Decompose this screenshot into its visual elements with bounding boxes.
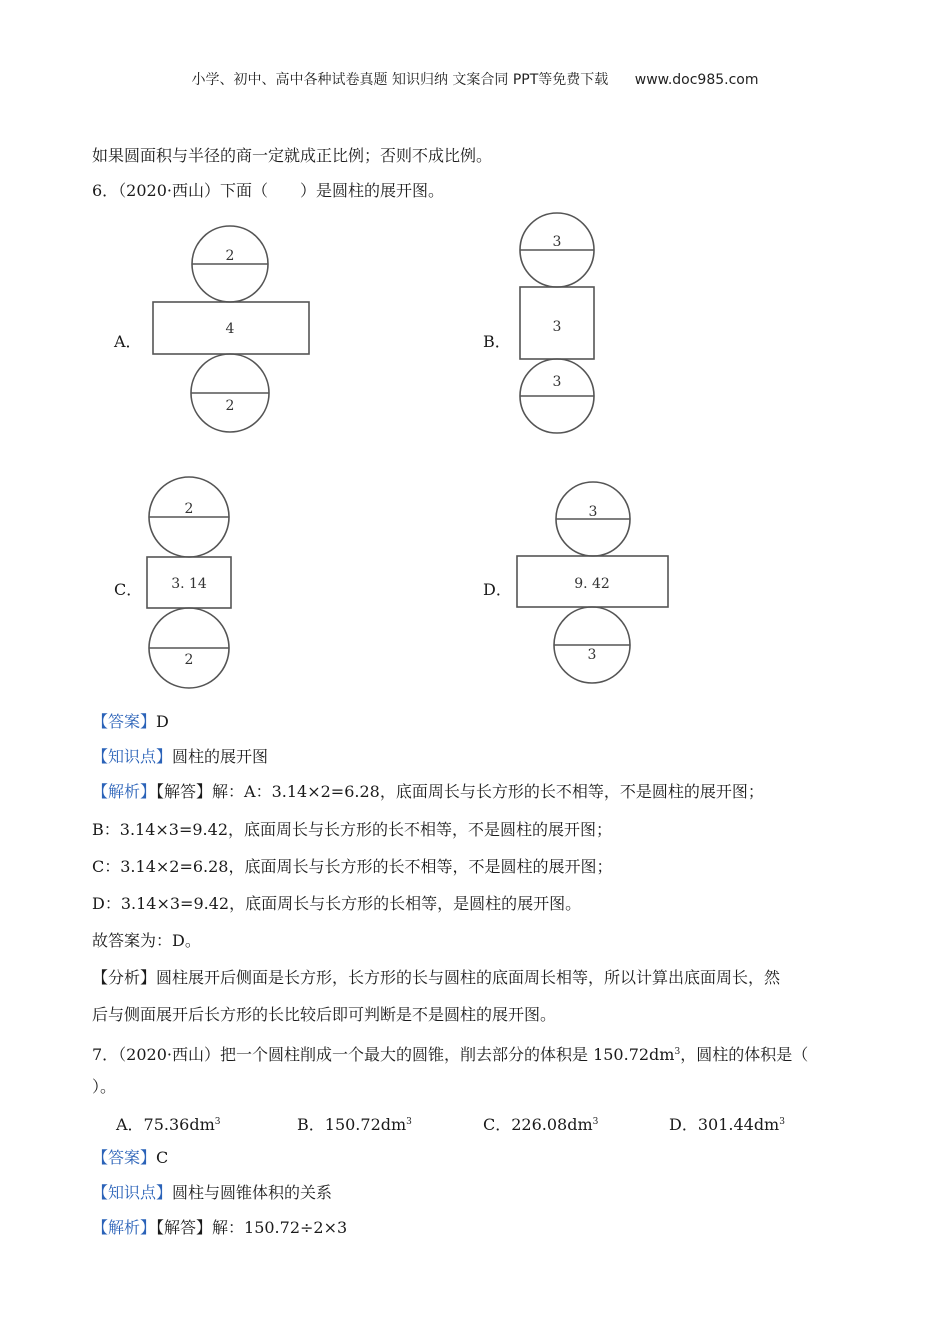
q6-kp-tag: 【知识点】	[92, 747, 173, 766]
q7-choice-a	[116, 1112, 221, 1135]
option-d-bottom-value: 3	[587, 647, 597, 663]
option-c-top-value: 2	[184, 501, 194, 517]
q7-kp: 圆柱与圆锥体积的关系	[172, 1183, 333, 1202]
q6-fenxi-2: 后与侧面展开后长方形的长比较后即可判断是不是圆柱的展开图。	[92, 1005, 557, 1024]
q6-analysis-d: D：3.14×3=9.42，底面周长与长方形的长相等，是圆柱的展开图。	[92, 894, 582, 913]
option-d-middle-value: 9. 42	[574, 576, 610, 592]
option-c-middle-value: 3. 14	[171, 576, 207, 592]
q6-answer-line	[92, 712, 169, 732]
intro-line: 如果圆面积与半径的商一定就成正比例；否则不成比例。	[92, 146, 493, 165]
q6-option-b-label: B．	[483, 332, 511, 351]
q7-analysis-line	[92, 1218, 347, 1238]
q7-choice-d	[669, 1112, 785, 1135]
q6-analysis-tag: 【解析】	[92, 782, 157, 801]
q7-answer-tag: 【答案】	[92, 1148, 157, 1167]
q7-stem-1b: ，圆柱的体积是（	[680, 1045, 809, 1064]
q7-choice-a-sup: 3	[214, 1117, 221, 1127]
option-a-top-value: 2	[225, 248, 235, 264]
q7-choice-c-sup: 3	[592, 1117, 599, 1127]
q6-option-a-label: A．	[114, 332, 142, 351]
header-url[interactable]: www.doc985.com	[634, 72, 759, 88]
header-text: 小学、初中、高中各种试卷真题 知识归纳 文案合同 PPT等免费下载	[191, 72, 609, 88]
q7-kp-line	[92, 1183, 332, 1203]
q7-choice-b-sup: 3	[406, 1117, 412, 1127]
q6-analysis-first: 【解答】解：A：3.14×2=6.28，底面周长与长方形的长不相等，不是圆柱的展开图；	[156, 782, 764, 801]
q6-answer-tag: 【答案】	[92, 712, 157, 731]
q7-choice-b	[297, 1112, 412, 1135]
q7-answer-line	[92, 1148, 168, 1168]
q7-choice-a-text: A．75.36dm	[116, 1115, 215, 1134]
q6-answer: D	[156, 712, 169, 731]
q7-analysis-tag: 【解析】	[92, 1218, 157, 1237]
q7-stem-line-2: ）。	[92, 1077, 117, 1096]
q7-choice-c	[483, 1112, 598, 1135]
q7-choice-c-text: C．226.08dm	[483, 1115, 593, 1134]
q6-analysis-line	[92, 782, 764, 802]
q6-analysis-c: C：3.14×2=6.28，底面周长与长方形的长不相等，不是圆柱的展开图；	[92, 857, 613, 876]
q7-stem-1a: 7．（2020·西山）把一个圆柱削成一个最大的圆锥，削去部分的体积是 150.72dm	[92, 1045, 675, 1064]
option-d-top-value: 3	[588, 504, 598, 520]
q7-stem-line-1	[92, 1042, 808, 1065]
q6-stem: 6．（2020·西山）下面（ ）是圆柱的展开图。	[92, 181, 444, 200]
q6-fenxi-1: 【分析】圆柱展开后侧面是长方形，长方形的长与圆柱的底面周长相等，所以计算出底面周长，然	[92, 968, 781, 987]
option-a-middle-value: 4	[225, 321, 235, 337]
q7-stem-sup: 3	[674, 1047, 681, 1057]
q7-analysis-first: 【解答】解：150.72÷2×3	[156, 1218, 348, 1237]
q7-choice-d-sup: 3	[779, 1117, 785, 1127]
q7-choice-d-text: D．301.44dm	[669, 1115, 780, 1134]
q7-answer: C	[156, 1148, 169, 1167]
q6-analysis-b: B：3.14×3=9.42，底面周长与长方形的长不相等，不是圆柱的展开图；	[92, 820, 613, 839]
option-b-top-value: 3	[552, 234, 562, 250]
q6-option-c-label: C．	[114, 580, 143, 599]
option-c-bottom-value: 2	[184, 652, 194, 668]
q7-choice-b-text: B．150.72dm	[297, 1115, 407, 1134]
q6-kp: 圆柱的展开图	[172, 747, 269, 766]
q6-kp-line	[92, 747, 268, 767]
option-a-bottom-value: 2	[225, 398, 235, 414]
option-b-middle-value: 3	[552, 319, 562, 335]
option-b-bottom-value: 3	[552, 374, 562, 390]
q6-analysis-conclusion: 故答案为：D。	[92, 931, 201, 950]
q7-kp-tag: 【知识点】	[92, 1183, 173, 1202]
q6-option-d-label: D．	[483, 580, 512, 599]
